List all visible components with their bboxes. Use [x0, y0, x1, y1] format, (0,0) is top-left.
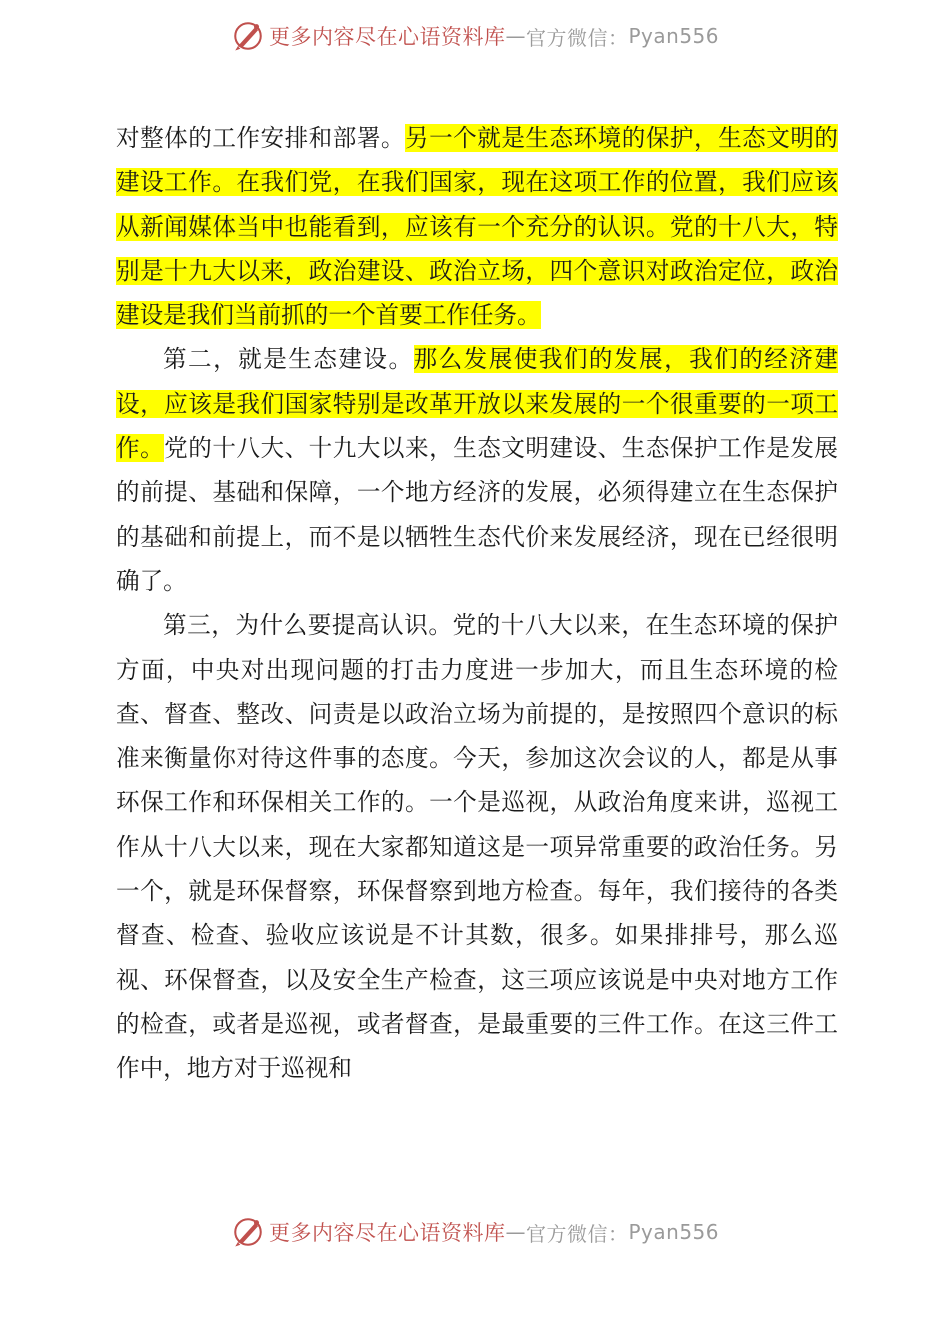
- header-label: 官方微信：: [525, 25, 629, 50]
- footer-brand: 更多内容尽在心语资料库: [268, 1221, 506, 1245]
- header-account: Pyan556: [628, 24, 719, 48]
- footer-separator: —: [505, 1220, 526, 1244]
- footer-account: Pyan556: [628, 1220, 719, 1244]
- pen-logo-icon: [231, 1215, 265, 1249]
- footer-banner: [0, 1212, 950, 1252]
- paragraph-2-text: 党的十八大、十九大以来，生态文明建设、生态保护工作是发展的前提、基础和保障，一个地方经济的发展，必须得建立在生态保护的基础和前提上，而不是以牺牲生态代价来发展经济，现在已经很明确了。: [116, 434, 839, 595]
- paragraph-2-lead: 第二，就是生态建设。: [163, 345, 414, 374]
- header-brand: 更多内容尽在心语资料库: [268, 25, 506, 49]
- paragraph-1: [116, 116, 838, 337]
- paragraph-1-text: 对整体的工作安排和部署。: [116, 124, 405, 152]
- header-separator: —: [505, 24, 526, 48]
- highlight-2: 那么发展使我们的发展，我们的经济建设，应该是我们国家特别是改革开放以来发展的一个很重要的一项工作。: [116, 345, 839, 463]
- footer-label: 官方微信：: [525, 1221, 629, 1246]
- document-body: [116, 116, 838, 1091]
- pen-logo-icon: [231, 19, 265, 53]
- paragraph-2: [116, 337, 838, 603]
- highlight-1: 另一个就是生态环境的保护，生态文明的建设工作。在我们党，在我们国家，现在这项工作的位置，我们应该从新闻媒体当中也能看到，应该有一个充分的认识。党的十八大，特别是十九大以来，政治建设、政治立场，四个意识对政治定位，政治建设是我们当前抓的一个首要工作任务。: [116, 124, 839, 330]
- paragraph-3: 第三，为什么要提高认识。党的十八大以来，在生态环境的保护方面，中央对出现问题的打击力度进一步加大，而且生态环境的检查、督查、整改、问责是以政治立场为前提的，是按照四个意识的标准来衡量你对待这件事的态度。今天，参加这次会议的人，都是从事环保工作和环保相关工作的。一个是巡视，从政治角度来讲，巡视工作从十八大以来，现在大家都知道这是一项异常重要的政治任务。另一个，就是环保督察，环保督察到地方检查。每年，我们接待的各类督查、检查、验收应该说是不计其数，很多。如果排排号，那么巡视、环保督查，以及安全生产检查，这三项应该说是中央对地方工作的检查，或者是巡视，或者督查，是最重要的三件工作。在这三件工作中，地方对于巡视和: [116, 611, 838, 1083]
- header-banner: [0, 16, 950, 56]
